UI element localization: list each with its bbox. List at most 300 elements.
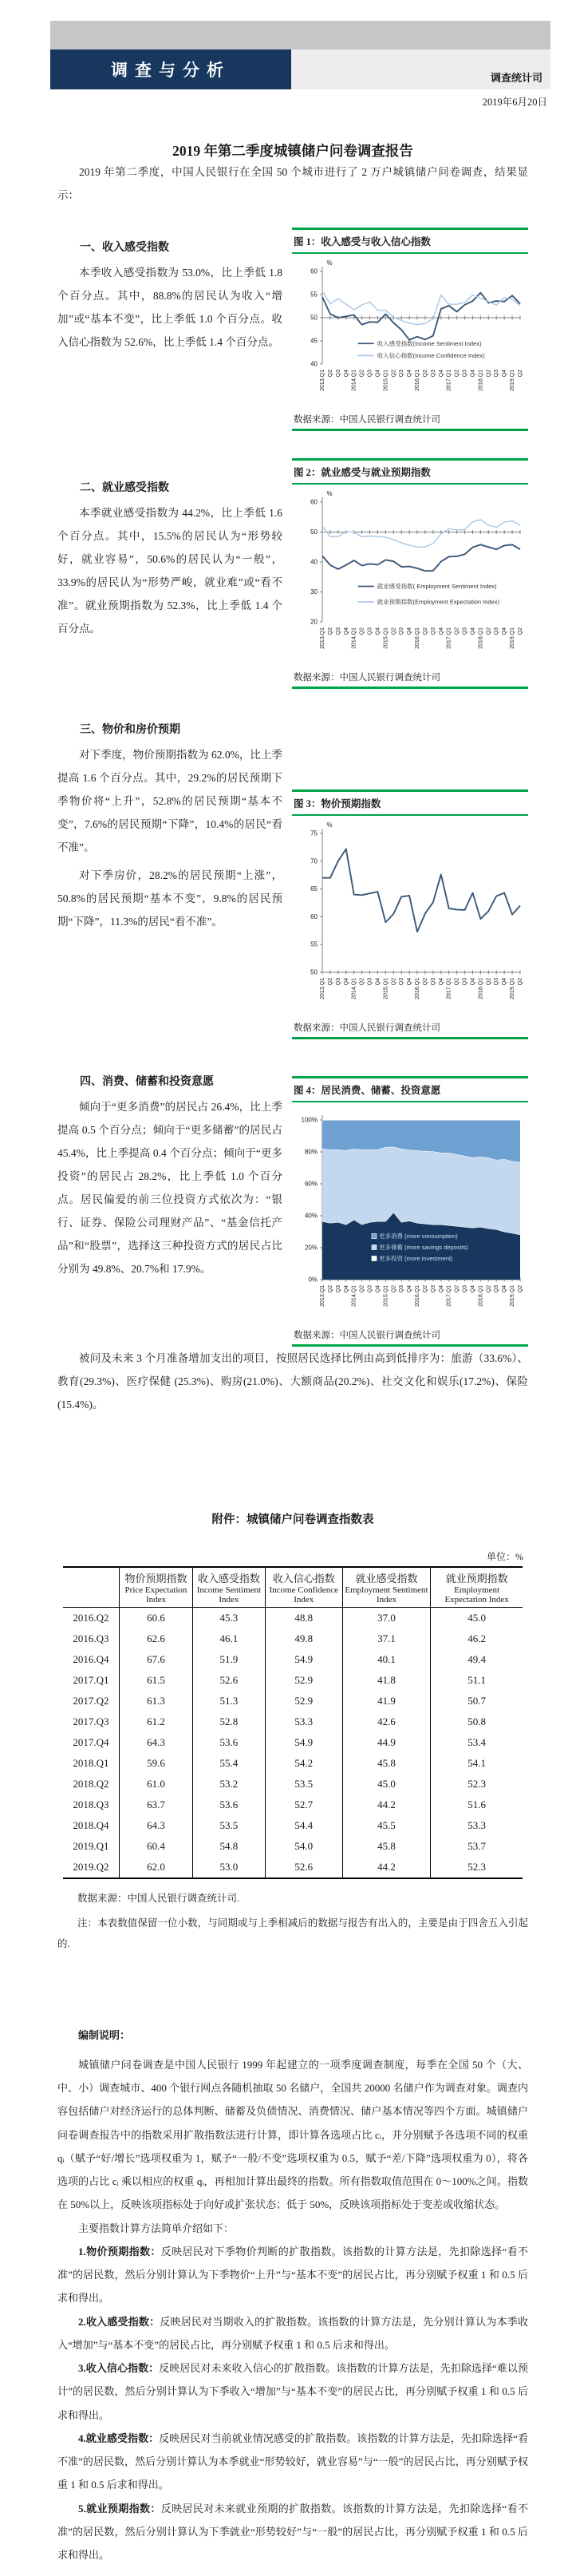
- method-5-label: 5.就业预期指数：: [78, 2502, 161, 2515]
- svg-text:2017.Q1: 2017.Q1: [446, 370, 452, 391]
- svg-text:%: %: [326, 821, 333, 829]
- table-row: [63, 1649, 523, 1670]
- svg-text:Q3: Q3: [399, 627, 405, 635]
- methodology-intro: 城镇储户问卷调查是中国人民银行 1999 年起建立的一项季度调查制度，每季在全国 50 个（大、中、小）调查城市、400 个银行网点各随机抽取 50 名储户，全国共 20000 名储户作为调查对象。调查内容包括储户对经济运行的总体判断、储蓄及负债情况、消费情况、储户基本情况等四个方面。城镇储户问卷调查报告中的指数采用扩散指数法进行计算，即计算各选项占比 cᵢ，并分别赋予各选项不同的权重 qᵢ（赋予“好/增长”选项权重为 1，赋予“一般/不变”选项权重为 0.5，赋予“差/下降”选项权重为 0），将各选项的占比 cᵢ 乘以相应的权重 qᵢ，再相加计算出最终的指数。所有指数取值范围在 0～100%之间。指数在 50%以上，反映该项指标处于向好或扩张状态；低于 50%，反映该项指标处于变差或收缩状态。: [57, 2058, 528, 2211]
- figure-3-column: [292, 721, 528, 1039]
- methodology-heading: 编制说明：: [78, 2028, 131, 2041]
- table-period-cell: 2017.Q3: [73, 1715, 109, 1728]
- report-title: 2019 年第二季度城镇储户问卷调查报告: [172, 143, 413, 159]
- figure-3-chart: [292, 816, 528, 1019]
- table-value-cell: 52.7: [265, 1794, 342, 1815]
- svg-text:Q2: Q2: [391, 370, 397, 378]
- table-value-cell: 53.3: [431, 1815, 523, 1836]
- table-value-cell: 53.5: [265, 1774, 342, 1794]
- table-period-cell: 2017.Q4: [73, 1736, 109, 1749]
- svg-text:Q4: Q4: [407, 1285, 413, 1293]
- svg-text:Q4: Q4: [343, 627, 349, 635]
- svg-text:Q4: Q4: [343, 370, 349, 378]
- svg-text:20%: 20%: [304, 1244, 318, 1252]
- svg-text:Q3: Q3: [335, 370, 341, 378]
- svg-text:Q4: Q4: [438, 370, 444, 378]
- table-value-cell: 61.0: [120, 1774, 193, 1794]
- col-header-cn: 就业感受指数: [355, 1573, 418, 1585]
- figure-4-source: 数据来源：中国人民银行调查统计司: [292, 1327, 528, 1347]
- table-value-cell: 51.9: [193, 1649, 266, 1670]
- svg-text:55: 55: [310, 940, 318, 948]
- method-4-label: 4.就业感受指数：: [78, 2432, 160, 2444]
- svg-text:2015.Q1: 2015.Q1: [383, 1285, 389, 1307]
- svg-text:2018.Q1: 2018.Q1: [478, 370, 484, 391]
- col-header-en: Income Sentiment Index: [196, 1585, 262, 1605]
- table-value-cell: 54.4: [265, 1815, 342, 1836]
- svg-text:Q2: Q2: [486, 370, 492, 378]
- table-period-cell: 2018.Q2: [73, 1778, 109, 1791]
- svg-text:Q2: Q2: [359, 370, 365, 378]
- report-content: [57, 140, 528, 2566]
- svg-text:2019.Q1: 2019.Q1: [510, 370, 516, 391]
- svg-text:100%: 100%: [301, 1116, 318, 1124]
- table-value-cell: 51.3: [193, 1691, 266, 1711]
- col-header-en: Income Confidence Index: [269, 1585, 338, 1605]
- appendix-title: 附件：城镇储户问卷调查指数表: [211, 1514, 374, 1527]
- table-period-cell: 2018.Q3: [73, 1798, 109, 1811]
- svg-text:Q4: Q4: [470, 370, 476, 378]
- table-value-cell: 63.7: [120, 1794, 193, 1815]
- svg-text:2019.Q1: 2019.Q1: [510, 627, 516, 649]
- table-value-cell: 45.0: [342, 1774, 431, 1794]
- svg-text:45: 45: [310, 337, 318, 345]
- table-value-cell: 64.3: [120, 1815, 193, 1836]
- figure-2-title: 图 2：就业感受与就业预期指数: [292, 461, 528, 485]
- svg-text:Q3: Q3: [430, 370, 436, 378]
- table-value-cell: 53.6: [193, 1794, 266, 1815]
- methodology-section: [57, 2024, 528, 2567]
- svg-text:0%: 0%: [308, 1276, 318, 1284]
- svg-text:Q2: Q2: [423, 370, 428, 378]
- table-value-cell: 53.0: [193, 1857, 266, 1878]
- table-value-cell: 53.2: [193, 1774, 266, 1794]
- svg-text:Q4: Q4: [438, 1285, 444, 1293]
- svg-text:2013.Q1: 2013.Q1: [320, 978, 325, 999]
- svg-text:Q4: Q4: [470, 978, 476, 986]
- svg-text:收入感受指数(Income Sentiment Index): 收入感受指数(Income Sentiment Index): [377, 339, 482, 347]
- table-value-cell: 61.5: [120, 1670, 193, 1691]
- methodology-list-intro: 主要指数计算方法简单介绍如下：: [78, 2222, 235, 2234]
- svg-text:50: 50: [310, 528, 318, 536]
- svg-text:Q2: Q2: [391, 627, 397, 635]
- svg-text:Q3: Q3: [399, 370, 405, 378]
- col-header-employment-sentiment: [342, 1567, 431, 1608]
- table-value-cell: 60.6: [120, 1608, 193, 1629]
- svg-text:Q3: Q3: [335, 1285, 341, 1293]
- col-header-en: Price Expectation Index: [124, 1585, 187, 1605]
- chart-svg: [292, 819, 528, 1015]
- svg-text:Q4: Q4: [438, 978, 444, 986]
- method-item-5: [57, 2497, 528, 2567]
- table-value-cell: 54.8: [193, 1836, 266, 1857]
- method-2-label: 2.收入感受指数：: [78, 2315, 160, 2328]
- svg-text:2016.Q1: 2016.Q1: [415, 978, 420, 999]
- svg-text:更多储蓄 (more savings deposits): 更多储蓄 (more savings deposits): [379, 1244, 468, 1252]
- blank-header-cell: [63, 1567, 120, 1608]
- section-1-paragraph: 本季收入感受指数为 53.0%，比上季低 1.8 个百分点。其中，88.8%的居民认为收入“增加”或“基本不变”，比上季低 1.0 个百分点。收入信心指数为 52.6%，比上季低 1.4 个百分点。: [57, 267, 282, 349]
- svg-text:2019.Q1: 2019.Q1: [510, 1285, 516, 1307]
- svg-text:Q2: Q2: [454, 1285, 460, 1293]
- table-row: [63, 1857, 523, 1878]
- svg-text:2017.Q1: 2017.Q1: [446, 1285, 452, 1307]
- section-3-text: [57, 721, 282, 1039]
- svg-text:Q2: Q2: [486, 978, 492, 986]
- svg-text:Q3: Q3: [494, 627, 500, 635]
- table-value-cell: 60.4: [120, 1836, 193, 1857]
- svg-text:Q4: Q4: [375, 1285, 381, 1293]
- table-value-cell: 53.4: [431, 1732, 523, 1753]
- svg-text:Q3: Q3: [430, 1285, 436, 1293]
- chart-svg: [292, 488, 528, 665]
- table-value-cell: 41.9: [342, 1691, 431, 1711]
- svg-text:Q3: Q3: [494, 1285, 500, 1293]
- section-row-2: [57, 458, 528, 689]
- section-4-text: [57, 1073, 282, 1347]
- svg-text:Q3: Q3: [399, 1285, 405, 1293]
- col-header-income-confidence: [265, 1567, 342, 1608]
- svg-text:Q4: Q4: [375, 370, 381, 378]
- svg-text:2016.Q1: 2016.Q1: [415, 1285, 420, 1307]
- section-row-3: [57, 721, 528, 1039]
- figure-1-column: [292, 228, 528, 431]
- svg-text:65: 65: [310, 885, 318, 893]
- table-value-cell: 37.0: [342, 1608, 431, 1629]
- table-value-cell: 52.9: [265, 1670, 342, 1691]
- method-2-text: 反映居民对当期收入的扩散指数。该指数的计算方法是，先分别计算认为本季收入“增加”与“基本不变”的居民占比，再分别赋予权重 1 和 0.5 后求和得出。: [57, 2315, 528, 2351]
- table-value-cell: 52.6: [265, 1857, 342, 1878]
- method-3-label: 3.收入信心指数：: [78, 2362, 160, 2375]
- svg-text:60: 60: [310, 267, 318, 275]
- section-2-text: [57, 479, 282, 689]
- header-row: [63, 1567, 523, 1608]
- svg-text:Q2: Q2: [423, 978, 428, 986]
- section-row-4: [57, 1073, 528, 1347]
- svg-text:Q3: Q3: [462, 1285, 468, 1293]
- section-2-heading: 二、就业感受指数: [80, 482, 169, 495]
- svg-text:Q2: Q2: [359, 978, 365, 986]
- svg-text:2013.Q1: 2013.Q1: [320, 1285, 325, 1307]
- table-source: 数据来源：中国人民银行调查统计司.: [77, 1893, 240, 1905]
- table-value-cell: 61.2: [120, 1711, 193, 1732]
- figure-2-column: [292, 458, 528, 689]
- banner-row: [50, 49, 550, 89]
- figure-2-source: 数据来源：中国人民银行调查统计司: [292, 669, 528, 689]
- svg-text:2013.Q1: 2013.Q1: [320, 370, 325, 391]
- method-3-text: 反映居民对未来收入信心的扩散指数。该指数的计算方法是，先扣除选择“难以预计”的居民数，然后分别计算认为下季收入“增加”与“基本不变”的居民占比，再分别赋予权重 1 和 0.5 后求和得出。: [57, 2362, 528, 2421]
- table-period-cell: 2017.Q2: [73, 1695, 109, 1707]
- table-row: [63, 1815, 523, 1836]
- svg-text:2017.Q1: 2017.Q1: [446, 627, 452, 649]
- section-3-heading: 三、物价和房价预期: [80, 724, 180, 737]
- table-value-cell: 59.6: [120, 1753, 193, 1774]
- svg-text:50: 50: [310, 968, 318, 976]
- table-value-cell: 52.9: [265, 1691, 342, 1711]
- svg-text:60: 60: [310, 912, 318, 920]
- figure-3-title: 图 3：物价预期指数: [292, 792, 528, 816]
- svg-text:Q2: Q2: [327, 627, 333, 635]
- svg-text:Q4: Q4: [502, 370, 508, 378]
- svg-text:2017.Q1: 2017.Q1: [446, 978, 452, 999]
- table-period-cell: 2018.Q4: [73, 1819, 109, 1832]
- svg-text:Q2: Q2: [518, 1285, 523, 1293]
- table-value-cell: 37.1: [342, 1628, 431, 1649]
- table-row: [63, 1794, 523, 1815]
- table-value-cell: 52.3: [431, 1774, 523, 1794]
- table-value-cell: 49.8: [265, 1628, 342, 1649]
- closing-paragraph: 被问及未来 3 个月准备增加支出的项目，按照居民选择比例由高到低排序为：旅游（33.6%）、教育(29.3%)、医疗保健 (25.3%)、购房(21.0%)、大额商品(20.2%)、社交文化和娱乐(17.2%)、保险(15.4%)。: [57, 1352, 528, 1411]
- svg-text:Q4: Q4: [375, 627, 381, 635]
- svg-text:2014.Q1: 2014.Q1: [351, 978, 357, 999]
- table-value-cell: 53.3: [265, 1711, 342, 1732]
- method-item-2: [57, 2310, 528, 2357]
- svg-text:Q2: Q2: [423, 627, 428, 635]
- table-row: [63, 1711, 523, 1732]
- table-value-cell: 42.6: [342, 1711, 431, 1732]
- svg-text:Q2: Q2: [391, 978, 397, 986]
- svg-text:Q3: Q3: [367, 627, 373, 635]
- table-value-cell: 45.8: [342, 1753, 431, 1774]
- header-banner: [50, 21, 550, 109]
- table-row: [63, 1670, 523, 1691]
- svg-text:2018.Q1: 2018.Q1: [478, 1285, 484, 1307]
- table-value-cell: 55.4: [193, 1753, 266, 1774]
- svg-text:2018.Q1: 2018.Q1: [478, 978, 484, 999]
- intro-paragraph: 2019 年第二季度，中国人民银行在全国 50 个城市进行了 2 万户城镇储户问卷调查，结果显示：: [57, 166, 528, 202]
- svg-text:Q2: Q2: [327, 1285, 333, 1293]
- svg-text:Q3: Q3: [367, 370, 373, 378]
- table-value-cell: 54.2: [265, 1753, 342, 1774]
- table-value-cell: 45.0: [431, 1608, 523, 1629]
- figure-1-title: 图 1：收入感受与收入信心指数: [292, 230, 528, 254]
- svg-text:2014.Q1: 2014.Q1: [351, 1285, 357, 1307]
- table-value-cell: 52.8: [193, 1711, 266, 1732]
- method-item-3: [57, 2356, 528, 2427]
- svg-text:70: 70: [310, 857, 318, 865]
- svg-text:60%: 60%: [304, 1180, 318, 1188]
- svg-text:Q3: Q3: [462, 370, 468, 378]
- table-value-cell: 49.4: [431, 1649, 523, 1670]
- section-3-paragraph-2: 对下季房价，28.2%的居民预期“上涨”，50.8%的居民预期“基本不变”，9.8%的居民预期“下降”，11.3%的居民“看不准”。: [57, 869, 282, 928]
- department-label: 调查统计司: [291, 49, 550, 89]
- svg-text:2015.Q1: 2015.Q1: [383, 978, 389, 999]
- svg-text:Q4: Q4: [502, 627, 508, 635]
- svg-text:Q2: Q2: [454, 978, 460, 986]
- svg-text:50: 50: [310, 314, 318, 322]
- svg-text:收入信心指数(Income Confidence Index: 收入信心指数(Income Confidence Index): [377, 351, 485, 359]
- col-header-cn: 就业预期指数: [445, 1573, 508, 1585]
- svg-text:Q2: Q2: [518, 370, 523, 378]
- index-table-body: [63, 1608, 523, 1879]
- svg-text:Q4: Q4: [407, 370, 413, 378]
- table-value-cell: 41.8: [342, 1670, 431, 1691]
- svg-text:40%: 40%: [304, 1212, 318, 1220]
- svg-text:更多投资 (more investment): 更多投资 (more investment): [379, 1255, 453, 1263]
- svg-text:Q4: Q4: [375, 978, 381, 986]
- table-value-cell: 53.5: [193, 1815, 266, 1836]
- col-header-price: [120, 1567, 193, 1608]
- svg-text:Q3: Q3: [335, 978, 341, 986]
- section-3-paragraph-1: 对下季度，物价预期指数为 62.0%，比上季提高 1.6 个百分点。其中，29.2%的居民预期下季物价将“上升”，52.8%的居民预期“基本不变”，7.6%的居民预期“下降”，10.4%的居民“看不准”。: [57, 749, 282, 854]
- svg-text:Q2: Q2: [423, 1285, 428, 1293]
- table-note: 注：本表数值保留一位小数，与同期或与上季相减后的数据与报告有出入的，主要是由于四舍五入引起的.: [57, 1917, 528, 1950]
- table-period-cell: 2016.Q4: [73, 1653, 109, 1666]
- table-row: [63, 1774, 523, 1794]
- svg-text:%: %: [326, 259, 333, 267]
- svg-text:Q4: Q4: [407, 627, 413, 635]
- table-value-cell: 67.6: [120, 1649, 193, 1670]
- table-value-cell: 44.2: [342, 1794, 431, 1815]
- table-value-cell: 54.9: [265, 1649, 342, 1670]
- svg-text:Q2: Q2: [359, 1285, 365, 1293]
- index-table: [63, 1566, 523, 1879]
- figure-1-chart: [292, 254, 528, 411]
- svg-text:Q4: Q4: [502, 978, 508, 986]
- svg-text:40: 40: [310, 558, 318, 566]
- table-value-cell: 44.9: [342, 1732, 431, 1753]
- section-row-1: [57, 228, 528, 431]
- svg-text:%: %: [326, 490, 333, 498]
- table-value-cell: 45.8: [342, 1836, 431, 1857]
- svg-text:Q3: Q3: [430, 978, 436, 986]
- table-value-cell: 53.6: [193, 1732, 266, 1753]
- table-value-cell: 62.0: [120, 1857, 193, 1878]
- svg-text:Q4: Q4: [438, 627, 444, 635]
- table-row: [63, 1836, 523, 1857]
- appendix-section: [57, 1510, 528, 1955]
- table-row: [63, 1732, 523, 1753]
- col-header-employment-expectation: [431, 1567, 523, 1608]
- table-value-cell: 46.1: [193, 1628, 266, 1649]
- table-value-cell: 48.8: [265, 1608, 342, 1629]
- svg-text:Q2: Q2: [327, 370, 333, 378]
- col-header-income-sentiment: [193, 1567, 266, 1608]
- svg-text:Q3: Q3: [494, 978, 500, 986]
- table-value-cell: 44.2: [342, 1857, 431, 1878]
- svg-text:Q3: Q3: [462, 978, 468, 986]
- svg-text:Q2: Q2: [518, 627, 523, 635]
- svg-text:2018.Q1: 2018.Q1: [478, 627, 484, 649]
- figure-4-title: 图 4：居民消费、储蓄、投资意愿: [292, 1078, 528, 1102]
- table-value-cell: 45.5: [342, 1815, 431, 1836]
- table-row: [63, 1628, 523, 1649]
- col-header-en: Employment Expectation Index: [444, 1585, 509, 1605]
- svg-text:60: 60: [310, 498, 318, 506]
- table-value-cell: 50.7: [431, 1691, 523, 1711]
- svg-text:Q3: Q3: [335, 627, 341, 635]
- svg-text:20: 20: [310, 618, 318, 626]
- figure-4-chart: [292, 1102, 528, 1327]
- svg-text:就业感受指数( Employment Sentiment I: 就业感受指数( Employment Sentiment Index): [377, 583, 497, 591]
- svg-text:2015.Q1: 2015.Q1: [383, 370, 389, 391]
- table-value-cell: 50.8: [431, 1711, 523, 1732]
- svg-text:Q2: Q2: [359, 627, 365, 635]
- table-value-cell: 51.1: [431, 1670, 523, 1691]
- svg-text:Q2: Q2: [327, 978, 333, 986]
- svg-text:Q2: Q2: [391, 1285, 397, 1293]
- figure-4: [292, 1076, 528, 1347]
- svg-text:Q2: Q2: [486, 627, 492, 635]
- table-period-cell: 2018.Q1: [73, 1757, 109, 1770]
- table-value-cell: 40.1: [342, 1649, 431, 1670]
- svg-text:Q4: Q4: [470, 1285, 476, 1293]
- col-header-cn: 收入感受指数: [197, 1573, 260, 1585]
- svg-text:Q2: Q2: [454, 627, 460, 635]
- svg-text:80%: 80%: [304, 1148, 318, 1156]
- col-header-cn: 收入信心指数: [272, 1573, 335, 1585]
- svg-text:Q4: Q4: [343, 978, 349, 986]
- svg-text:75: 75: [310, 829, 318, 837]
- table-value-cell: 62.6: [120, 1628, 193, 1649]
- table-row: [63, 1753, 523, 1774]
- svg-text:2016.Q1: 2016.Q1: [415, 370, 420, 391]
- chart-svg: [292, 1106, 528, 1323]
- index-table-head: [63, 1567, 523, 1608]
- table-value-cell: 64.3: [120, 1732, 193, 1753]
- svg-text:Q2: Q2: [454, 370, 460, 378]
- section-1-heading: 一、收入感受指数: [80, 242, 169, 255]
- section-2-paragraph: 本季就业感受指数为 44.2%，比上季低 1.6 个百分点。其中，15.5%的居民认为“形势较好，就业容易”，50.6%的居民认为“一般”，33.9%的居民认为“形势严峻，就业难”或“看不准”。就业预期指数为 52.3%，比上季低 1.4 个百分点。: [57, 507, 282, 635]
- method-5-text: 反映居民对未来就业预期的扩散指数。该指数的计算方法是，先扣除选择“看不准”的居民数，然后分别计算认为下季就业“形势较好”与“一般”的居民占比，再分别赋予权重 1 和 0.5 后求和得出。: [57, 2502, 528, 2562]
- table-period-cell: 2016.Q3: [73, 1632, 109, 1645]
- figure-3: [292, 789, 528, 1039]
- col-header-en: Employment Sentiment Index: [345, 1585, 428, 1605]
- section-1-text: [57, 239, 282, 431]
- table-period-cell: 2017.Q1: [73, 1674, 109, 1687]
- col-header-cn: 物价预期指数: [124, 1573, 187, 1585]
- table-value-cell: 52.6: [193, 1670, 266, 1691]
- table-value-cell: 54.9: [265, 1732, 342, 1753]
- chart-svg: [292, 257, 528, 407]
- svg-text:2014.Q1: 2014.Q1: [351, 627, 357, 649]
- svg-text:2019.Q1: 2019.Q1: [510, 978, 516, 999]
- unit-label: 单位：%: [487, 1551, 523, 1563]
- svg-text:2014.Q1: 2014.Q1: [351, 370, 357, 391]
- banner-title: 调查与分析: [50, 49, 291, 89]
- svg-text:Q4: Q4: [343, 1285, 349, 1293]
- svg-text:Q3: Q3: [367, 978, 373, 986]
- svg-text:Q4: Q4: [470, 627, 476, 635]
- table-value-cell: 54.1: [431, 1753, 523, 1774]
- svg-text:就业预期指数(Employment Expectation: 就业预期指数(Employment Expectation Index): [377, 598, 500, 606]
- svg-text:Q4: Q4: [407, 978, 413, 986]
- table-row: [63, 1691, 523, 1711]
- svg-text:55: 55: [310, 291, 318, 299]
- figure-1-source: 数据来源：中国人民银行调查统计司: [292, 411, 528, 431]
- method-4-text: 反映居民对当前就业情况感受的扩散指数。该指数的计算方法是，先扣除选择“看不准”的居民数，然后分别计算认为本季就业“形势较好，就业容易”与“一般”的居民占比，再分别赋予权重 1 和 0.5 后求和得出。: [57, 2432, 528, 2491]
- figure-2-chart: [292, 485, 528, 669]
- svg-text:Q3: Q3: [462, 627, 468, 635]
- svg-text:2015.Q1: 2015.Q1: [383, 627, 389, 649]
- figure-4-column: [292, 1073, 528, 1347]
- table-value-cell: 53.7: [431, 1836, 523, 1857]
- method-item-4: [57, 2427, 528, 2497]
- banner-gray-strip: [50, 21, 550, 49]
- table-value-cell: 54.0: [265, 1836, 342, 1857]
- report-date: 2019年6月20日: [482, 97, 547, 108]
- svg-text:Q3: Q3: [494, 370, 500, 378]
- svg-text:2013.Q1: 2013.Q1: [320, 627, 325, 649]
- svg-text:Q3: Q3: [430, 627, 436, 635]
- table-value-cell: 52.3: [431, 1857, 523, 1878]
- table-value-cell: 61.3: [120, 1691, 193, 1711]
- method-item-1: [57, 2240, 528, 2310]
- table-value-cell: 51.6: [431, 1794, 523, 1815]
